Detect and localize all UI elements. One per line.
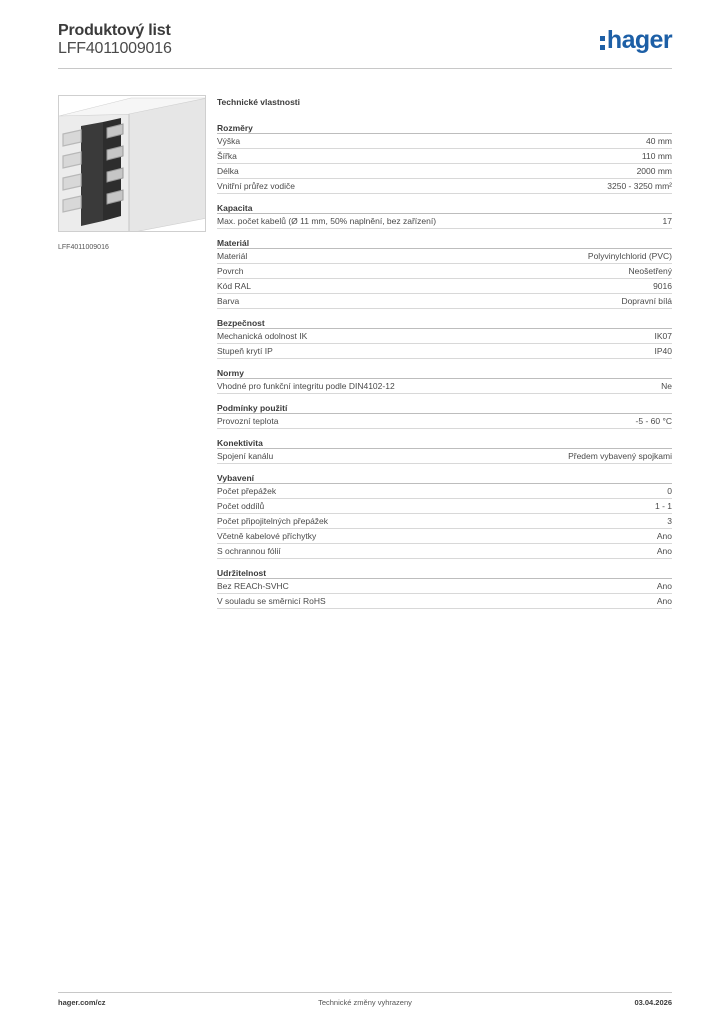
spec-row (217, 544, 672, 559)
section-title: Konektivita (217, 437, 672, 449)
section-title: Podmínky použití (217, 402, 672, 414)
spec-row (217, 484, 672, 499)
spec-row (217, 179, 672, 194)
section-title: Bezpečnost (217, 317, 672, 329)
spec-label: Materiál (217, 251, 248, 261)
spec-value: 0 (667, 486, 672, 496)
spec-row (217, 264, 672, 279)
spec-label: Včetně kabelové příchytky (217, 531, 317, 541)
spec-label: Počet připojitelných přepážek (217, 516, 329, 526)
spec-row (217, 279, 672, 294)
section-usage-conditions (217, 402, 672, 429)
logo-colon-icon (600, 36, 605, 50)
spec-row (217, 134, 672, 149)
spec-label: Počet přepážek (217, 486, 277, 496)
spec-row (217, 149, 672, 164)
spec-label: Kód RAL (217, 281, 252, 291)
spec-value: Ano (656, 581, 672, 591)
logo-text: hager (606, 26, 672, 54)
spec-label: Délka (217, 166, 239, 176)
spec-label: Spojení kanálu (217, 451, 274, 461)
section-sustainability (217, 567, 672, 609)
spec-value: Předem vybavený spojkami (568, 451, 672, 461)
spec-label: Vhodné pro funkční integritu podle DIN4102-12 (217, 381, 395, 391)
section-title: Rozměry (217, 122, 672, 134)
spec-value: IP40 (654, 346, 672, 356)
spec-value: -5 - 60 °C (635, 416, 672, 426)
spec-row (217, 329, 672, 344)
spec-row (217, 499, 672, 514)
spec-label: Počet oddílů (217, 501, 265, 511)
spec-row (217, 414, 672, 429)
spec-row (217, 529, 672, 544)
spec-value: Neošetřený (628, 266, 672, 276)
section-equipment (217, 472, 672, 559)
section-capacity (217, 202, 672, 229)
spec-label: Max. počet kabelů (Ø 11 mm, 50% naplnění, bez zařízení) (217, 216, 437, 226)
spec-row (217, 514, 672, 529)
spec-label: Bez REACh-SVHC (217, 581, 289, 591)
section-title: Materiál (217, 237, 672, 249)
spec-label: Mechanická odolnost IK (217, 331, 308, 341)
cable-trunking-illustration (59, 96, 206, 232)
section-standards (217, 367, 672, 394)
spec-value: 17 (662, 216, 672, 226)
spec-label: Barva (217, 296, 240, 306)
page-footer (58, 998, 672, 1010)
spec-row (217, 449, 672, 464)
footer-website-link[interactable]: hager.com/cz (58, 998, 106, 1007)
hager-logo (600, 26, 672, 54)
section-dimensions (217, 122, 672, 194)
spec-row (217, 594, 672, 609)
product-code: LFF4011009016 (58, 40, 172, 57)
spec-value: Polyvinylchlorid (PVC) (587, 251, 672, 261)
spec-row (217, 344, 672, 359)
spec-row (217, 579, 672, 594)
spec-value: 110 mm (641, 151, 672, 161)
image-caption: LFF4011009016 (58, 244, 109, 251)
section-connectivity (217, 437, 672, 464)
product-image (58, 95, 206, 232)
spec-value: Ne (661, 381, 672, 391)
section-title: Kapacita (217, 202, 672, 214)
spec-label: Provozní teplota (217, 416, 279, 426)
spec-value: IK07 (654, 331, 672, 341)
spec-row (217, 379, 672, 394)
spec-value: Ano (656, 596, 672, 606)
footer-date: 03.04.2026 (634, 998, 672, 1007)
section-title: Udržitelnost (217, 567, 672, 579)
spec-value: 40 mm (646, 136, 672, 146)
page-header (58, 22, 672, 68)
specs-heading: Technické vlastnosti (217, 97, 300, 107)
spec-row (217, 164, 672, 179)
spec-label: V souladu se směrnicí RoHS (217, 596, 326, 606)
footer-notice: Technické změny vyhrazeny (318, 998, 412, 1007)
spec-value: 3250 - 3250 mm² (607, 181, 672, 191)
section-material (217, 237, 672, 309)
spec-label: Vnitřní průřez vodiče (217, 181, 295, 191)
section-title: Normy (217, 367, 672, 379)
footer-divider (58, 992, 672, 993)
spec-row (217, 249, 672, 264)
spec-row (217, 294, 672, 309)
spec-value: 1 - 1 (654, 501, 672, 511)
document-title: Produktový list (58, 22, 171, 39)
spec-label: Šířka (217, 151, 237, 161)
section-safety (217, 317, 672, 359)
spec-value: Dopravní bílá (621, 296, 672, 306)
section-title: Vybavení (217, 472, 672, 484)
spec-label: Výška (217, 136, 241, 146)
spec-value: Ano (656, 546, 672, 556)
spec-label: S ochrannou fólií (217, 546, 281, 556)
header-divider (58, 68, 672, 69)
technical-specs (217, 96, 672, 617)
spec-label: Stupeň krytí IP (217, 346, 273, 356)
spec-value: 9016 (653, 281, 672, 291)
spec-value: Ano (656, 531, 672, 541)
spec-value: 2000 mm (636, 166, 672, 176)
spec-label: Povrch (217, 266, 244, 276)
spec-value: 3 (667, 516, 672, 526)
spec-row (217, 214, 672, 229)
